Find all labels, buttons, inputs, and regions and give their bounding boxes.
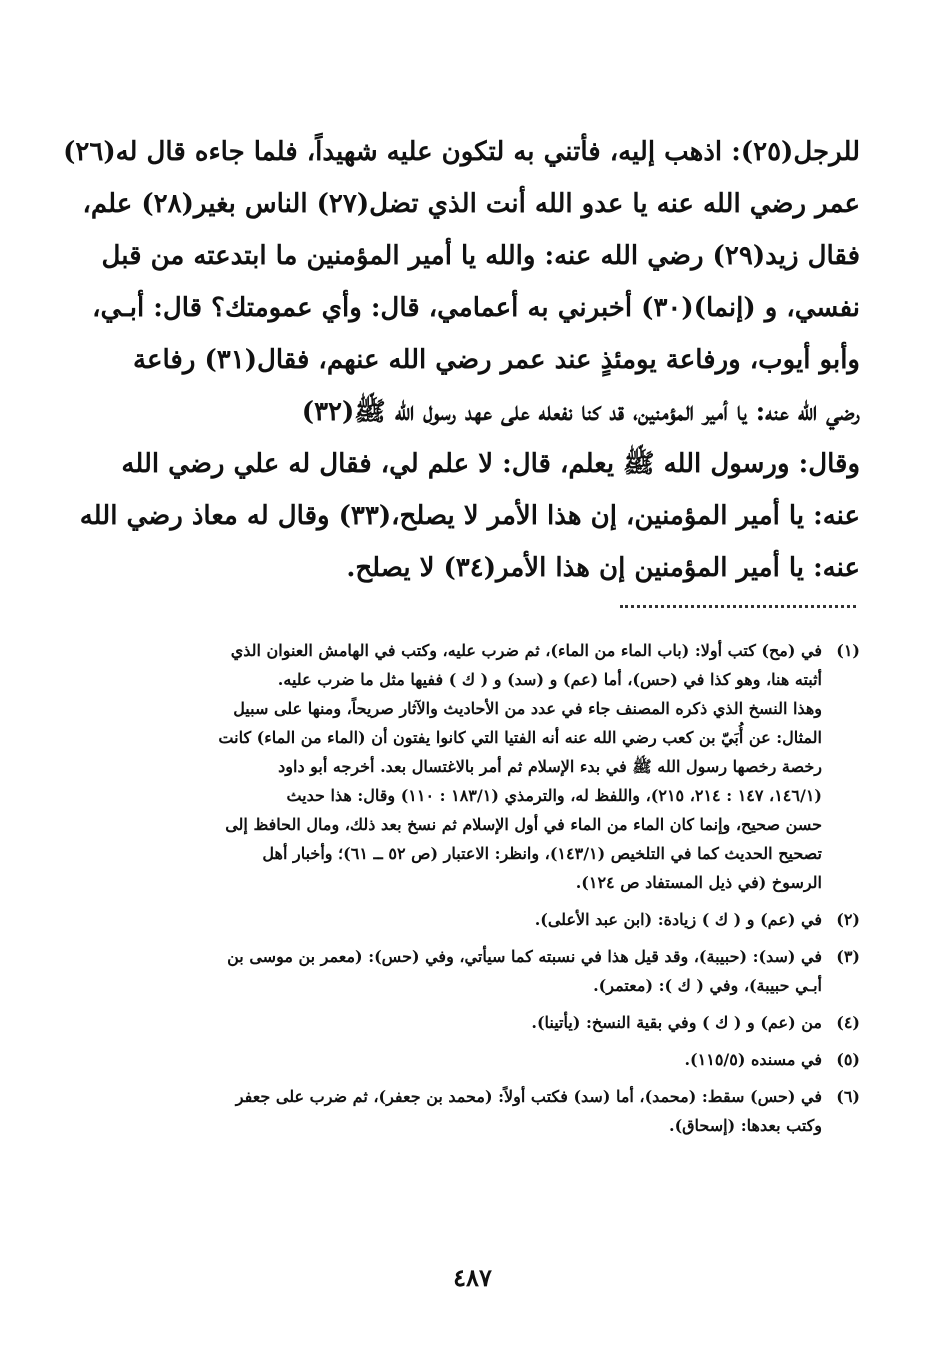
footnote-3 [138, 942, 860, 1000]
footnote-line: أبـي حبيبة)، وفي ( ك ): (معتمر). [593, 976, 822, 995]
footnote-2 [138, 905, 860, 934]
footnote-5 [138, 1045, 860, 1074]
footnote-line: في (سد): (حبيبة)، وقد قيل هذا في نسبته كما سيأتي، وفي (حس): (معمر بن موسى بن [227, 947, 822, 966]
main-text-line: عنه: يا أمير المؤمنين، إن هذا الأمر لا يصلح،(٣٣) وقال له معاذ رضي الله [79, 501, 860, 531]
footnote-number: (٤) [836, 1013, 860, 1032]
footnote-line: من (عم) و ( ك ) وفي بقية النسخ: (يأتينا). [531, 1013, 822, 1032]
footnote-1 [138, 636, 860, 897]
footnote-separator [620, 605, 856, 618]
footnote-line: حسن صحيح، وإنما كان الماء من الماء في أول الإسلام ثم نسخ بعد ذلك، ومال الحافظ إلى [225, 815, 822, 834]
footnote-line: رخصة رخصها رسول الله ﷺ في بدء الإسلام ثم أمر بالاغتسال بعد. أخرجه أبو داود [278, 757, 822, 776]
footnote-line: وهذا النسخ الذي ذكره المصنف جاء في عدد من الأحاديث والآثار صريحاً، ومنها على سبيل [233, 699, 822, 718]
footnote-number: (٣) [836, 947, 860, 966]
footnote-line: وكتب بعدها: (إسحاق). [669, 1116, 822, 1135]
footnote-number: (١) [836, 641, 860, 660]
main-text-line: نفسي، و (إنما)(٣٠) أخبرني به أعمامي، قال: وأي عمومتك؟ قال: أبـي، [92, 293, 860, 323]
footnote-line: في (مح) كتب أولا: (باب الماء من الماء)، ثم ضرب عليه، وكتب في الهامش العنوان الذي [230, 641, 822, 660]
footnote-number: (٢) [836, 910, 860, 929]
main-text-line: عنه: يا أمير المؤمنين إن هذا الأمر(٣٤) لا يصلح. [346, 553, 860, 583]
main-text-line: وأبو أيوب، ورفاعة يومئذٍ عند عمر رضي الله عنهم، فقال(٣١) رفاعة [133, 345, 860, 375]
main-text-line: وقال: ورسول الله ﷺ يعلم، قال: لا علم لي، فقال له علي رضي الله [121, 449, 860, 479]
footnote-6 [138, 1082, 860, 1140]
footnote-line: (١٤٦/١، ١٤٧ : ٢١٤، ٢١٥)، واللفظ له، والترمذي (١٨٣/١ : ١١٠) وقال: هذا حديث [286, 786, 822, 805]
main-text-line: للرجل(٢٥): اذهب إليه، فأتني به لتكون عليه شهيداً، فلما جاءه قال له(٢٦) [63, 137, 860, 167]
footnote-number: (٦) [836, 1087, 860, 1106]
footnotes-block [138, 636, 860, 1148]
page-number: ٤٨٧ [453, 1263, 492, 1292]
footnote-number: (٥) [836, 1050, 860, 1069]
footnote-line: أثبته هنا، وهو كذا في (حس)، أما (عم) و (سد) و ( ك ) ففيها مثل ما ضرب عليه. [277, 670, 822, 689]
main-text-block [63, 126, 860, 594]
footnote-line: تصحيح الحديث كما في التلخيص (١٤٣/١)، وانظر: الاعتبار (ص ٥٢ ــ ٦١)؛ وأخبار أهل [262, 844, 822, 863]
footnote-line: في (عم) و ( ك ) زيادة: (ابن عبد الأعلى). [534, 910, 822, 929]
footnote-line: في (حس) سقط: (محمد)، أما (سد) فكتب أولاً: (محمد بن جعفر)، ثم ضرب على جعفر [235, 1087, 822, 1106]
main-text-line: فقال زيد(٢٩) رضي الله عنه: والله يا أمير المؤمنين ما ابتدعته من قبل [101, 241, 860, 271]
footnote-line: في مسنده (١١٥/٥). [684, 1050, 822, 1069]
main-text-line: عمر رضي الله عنه يا عدو الله أنت الذي تضل(٢٧) الناس بغير(٢٨) علم، [82, 189, 860, 219]
footnote-line: الرسوخ (في ذيل المستفاد ص ١٢٤). [575, 873, 822, 892]
footnote-line: المثال: عن أُبَيّ بن كعب رضي الله عنه أنه الفتيا التي كانوا يفتون أن (الماء من الماء) كانت [218, 728, 822, 747]
footnote-4 [138, 1008, 860, 1037]
main-text-line: رضي الله عنه: يا أمير المؤمنين، قد كنا نفعله على عهد رسول الله ﷺ(٣٢) [301, 397, 860, 427]
